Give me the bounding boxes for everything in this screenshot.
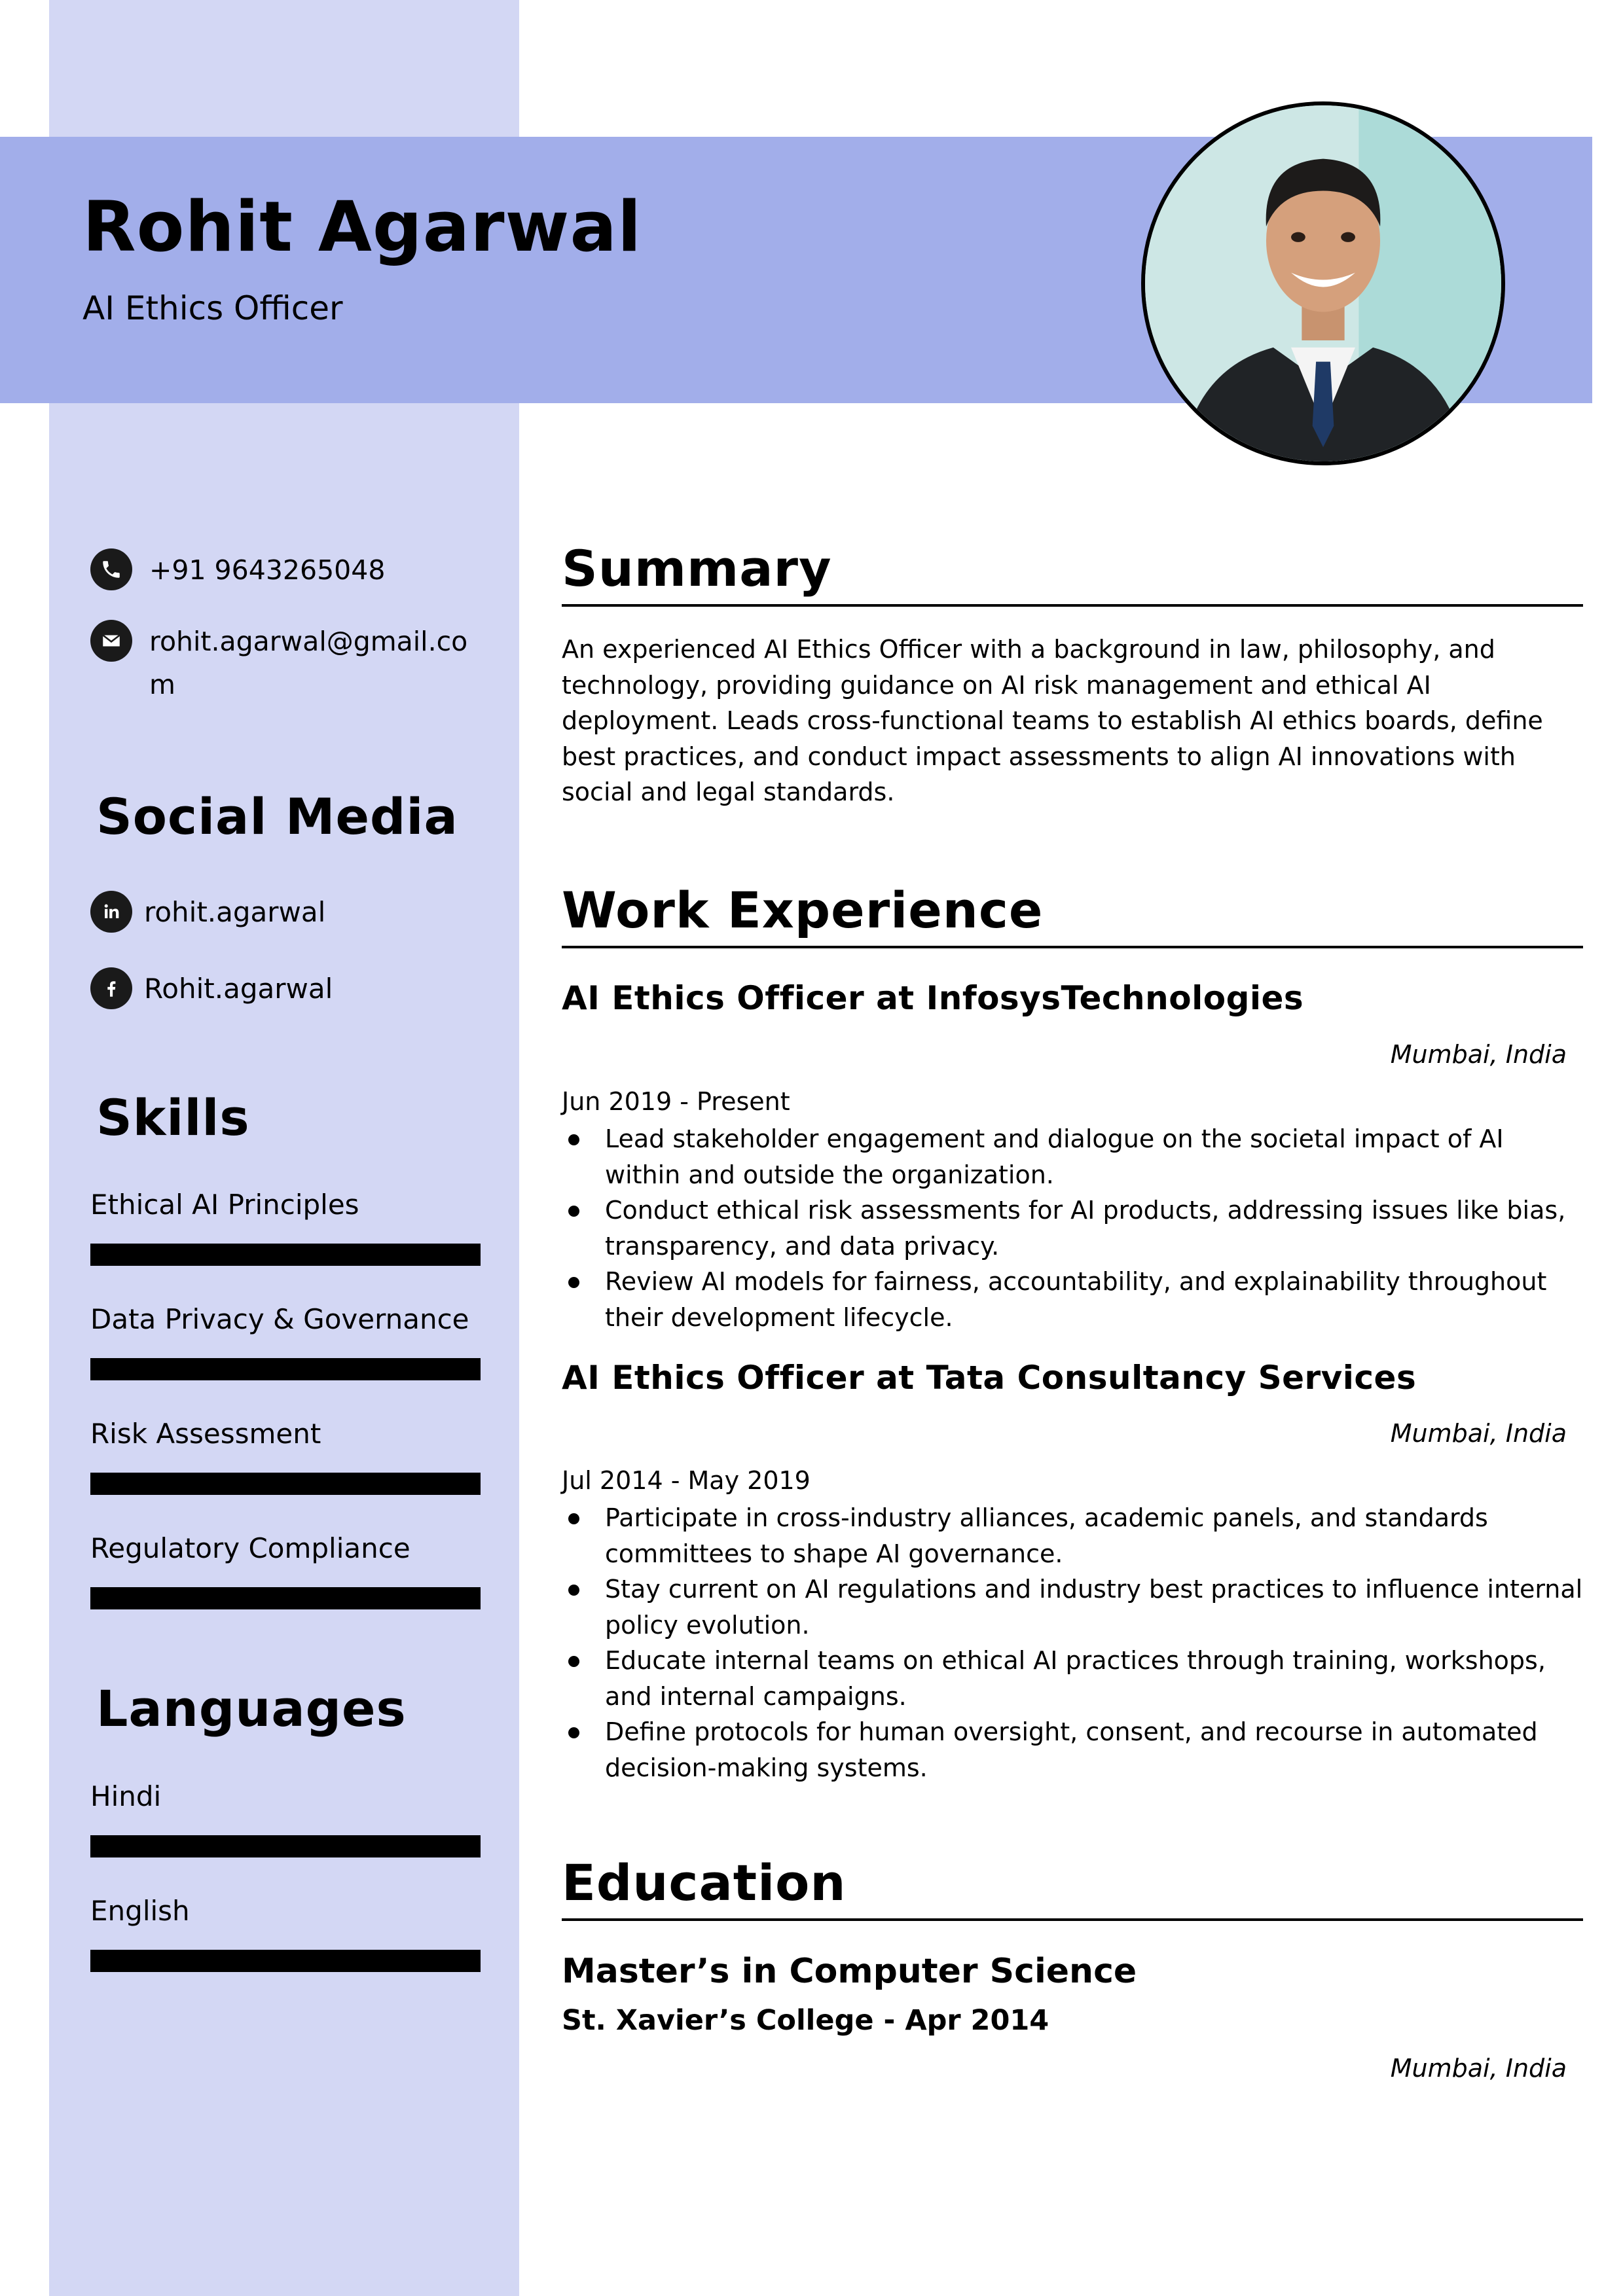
experience-rule xyxy=(562,946,1583,948)
list-item: Define protocols for human oversight, consent, and recourse in automated decision-making systems. xyxy=(562,1714,1583,1785)
experience-heading: Work Experience xyxy=(562,881,1044,939)
linkedin-icon xyxy=(90,891,132,933)
candidate-name: Rohit Agarwal xyxy=(82,187,642,267)
list-item: Review AI models for fairness, accountability, and explainability throughout their development lifecycle. xyxy=(562,1264,1583,1335)
skill-label: Ethical AI Principles xyxy=(90,1189,359,1221)
language-label: Hindi xyxy=(90,1780,162,1812)
facebook-icon xyxy=(90,967,132,1009)
phone-row xyxy=(90,548,490,592)
language-bar xyxy=(90,1835,481,1857)
skills-heading: Skills xyxy=(96,1088,250,1147)
list-item: Participate in cross-industry alliances, academic panels, and standards committees to shape AI governance. xyxy=(562,1500,1583,1571)
language-bar xyxy=(90,1950,481,1972)
degree-title: Master’s in Computer Science xyxy=(562,1952,1137,1991)
phone-icon xyxy=(90,548,132,590)
list-item: Conduct ethical risk assessments for AI products, addressing issues like bias, transparency, and data privacy. xyxy=(562,1193,1583,1264)
facebook-handle: Rohit.agarwal xyxy=(144,972,333,1005)
list-item: Educate internal teams on ethical AI practices through training, workshops, and internal campaigns. xyxy=(562,1643,1583,1714)
phone-number[interactable]: +91 9643265048 xyxy=(149,554,386,586)
school-name: St. Xavier’s College - Apr 2014 xyxy=(562,2004,1049,2037)
skill-bar xyxy=(90,1358,481,1380)
job-bullets xyxy=(562,1121,1583,1335)
skill-label: Regulatory Compliance xyxy=(90,1532,410,1564)
job-dates: Jul 2014 - May 2019 xyxy=(562,1466,811,1495)
language-label: English xyxy=(90,1895,190,1927)
social-heading: Social Media xyxy=(96,787,458,846)
education-heading: Education xyxy=(562,1854,847,1912)
skill-bar xyxy=(90,1244,481,1266)
job-location: Mumbai, India xyxy=(1390,1040,1567,1069)
candidate-title: AI Ethics Officer xyxy=(82,289,343,327)
email-address[interactable]: rohit.agarwal@gmail.com xyxy=(149,626,468,700)
summary-rule xyxy=(562,604,1583,607)
social-linkedin[interactable] xyxy=(90,891,325,933)
list-item: Lead stakeholder engagement and dialogue on the societal impact of AI within and outside the organization. xyxy=(562,1121,1583,1193)
summary-heading: Summary xyxy=(562,539,832,598)
skill-label: Risk Assessment xyxy=(90,1418,321,1450)
envelope-icon xyxy=(90,620,132,662)
list-item: Stay current on AI regulations and industry best practices to influence internal policy evolution. xyxy=(562,1571,1583,1643)
linkedin-handle: rohit.agarwal xyxy=(144,895,326,928)
job-dates: Jun 2019 - Present xyxy=(562,1087,790,1116)
skill-bar xyxy=(90,1587,481,1609)
job-location: Mumbai, India xyxy=(1390,1419,1567,1448)
education-rule xyxy=(562,1918,1583,1921)
education-location: Mumbai, India xyxy=(1390,2054,1567,2083)
skill-bar xyxy=(90,1473,481,1495)
languages-heading: Languages xyxy=(96,1679,407,1738)
job-bullets xyxy=(562,1500,1583,1785)
job-title: AI Ethics Officer at InfosysTechnologies xyxy=(562,979,1304,1017)
profile-photo xyxy=(1141,101,1505,465)
social-facebook[interactable] xyxy=(90,967,333,1009)
skill-label: Data Privacy & Governance xyxy=(90,1303,469,1335)
summary-text: An experienced AI Ethics Officer with a background in law, philosophy, and technology, providing guidance on AI risk management and ethical AI deployment. Leads cross-functional teams to establish AI ethics boards, define best practices, and conduct impact assessments to align AI innovations with social and legal standards. xyxy=(562,635,1543,806)
email-row xyxy=(90,620,490,706)
job-title: AI Ethics Officer at Tata Consultancy Services xyxy=(562,1359,1417,1397)
